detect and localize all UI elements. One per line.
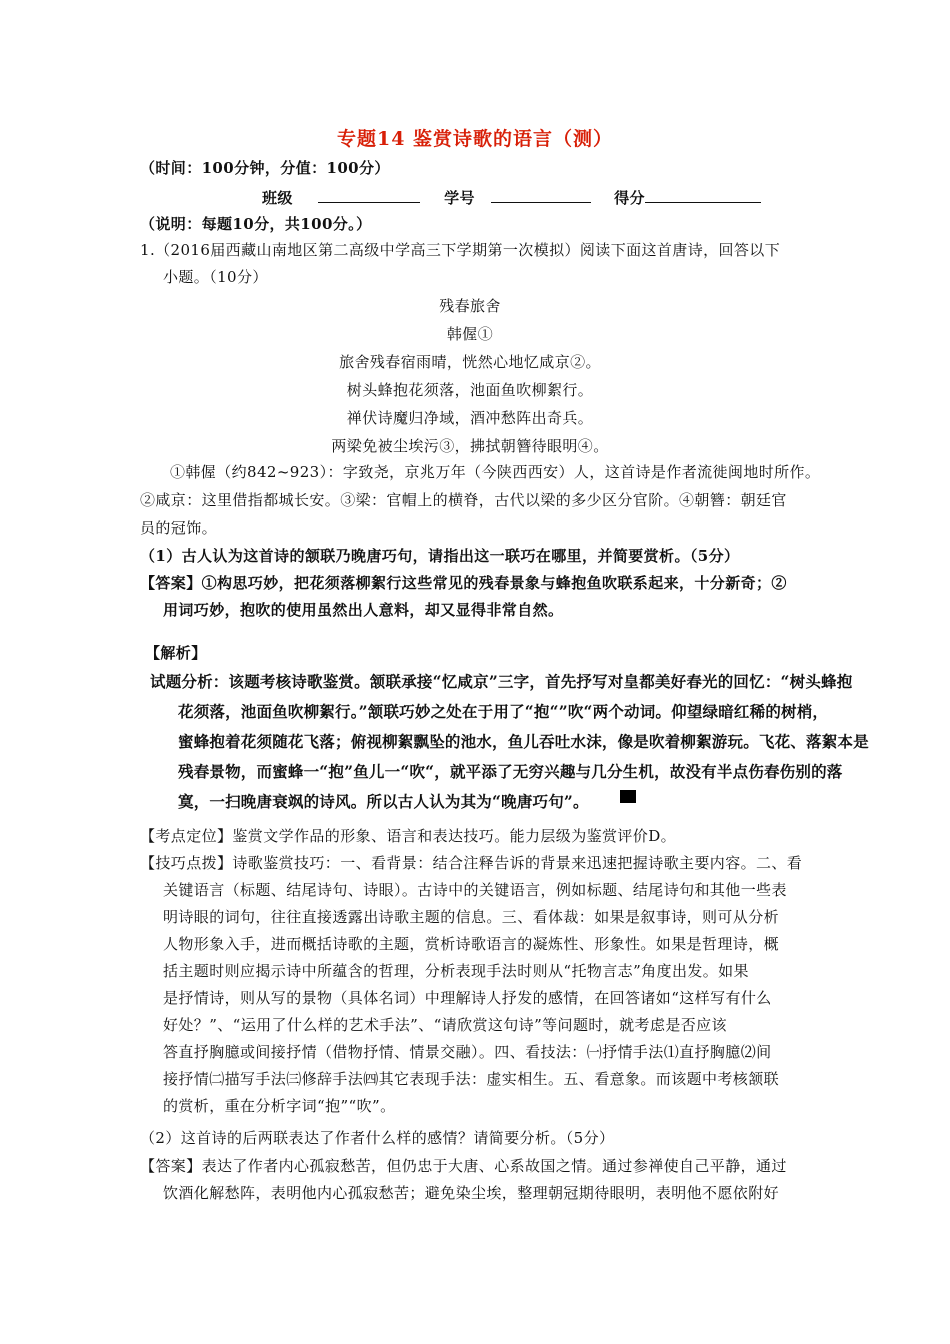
- class-label: 班级: [262, 189, 293, 207]
- sub-question-2: （2）这首诗的后两联表达了作者什么样的感情？请简要分析。（5分）: [140, 1129, 615, 1147]
- exam-note: （说明：每题10分，共100分。）: [140, 215, 372, 233]
- answer-line: 用词巧妙，抱吹的使用虽然出人意料，却又显得非常自然。: [163, 601, 564, 619]
- poem-note: 员的冠饰。: [140, 519, 218, 537]
- jiqiao-line: 是抒情诗，则从写的景物（具体名词）中理解诗人抒发的感情，在回答诸如“这样写有什么: [163, 989, 772, 1007]
- poem-line: 树头蜂抱花须落，池面鱼吹柳絮行。: [346, 381, 594, 399]
- answer-line: 【答案】①构思巧妙，把花须落柳絮行这些常见的残春景象与蜂抱鱼吹联系起来，十分新奇；②: [140, 574, 787, 592]
- poem-line: 禅伏诗魔归净域，酒冲愁阵出奇兵。: [346, 409, 594, 427]
- page-title: 专题14 鉴赏诗歌的语言（测）: [336, 128, 614, 150]
- jiqiao-line: 好处？”、“运用了什么样的艺术手法”、“请欣赏这句诗”等问题时，就考虑是否应该: [163, 1016, 727, 1034]
- jiqiao-line: 接抒情㈡描写手法㈢修辞手法㈣其它表现手法：虚实相生。五、看意象。而该题中考核颔联: [163, 1070, 780, 1088]
- analysis-label: 【解析】: [145, 644, 207, 662]
- score-blank: [645, 188, 761, 203]
- jiqiao-line: 括主题时则应揭示诗中所蕴含的哲理，分析表现手法时则从“托物言志”角度出发。如果: [163, 962, 749, 980]
- jiqiao-line: 关键语言（标题、结尾诗句、诗眼）。古诗中的关键语言，例如标题、结尾诗句和其他一些表: [163, 881, 787, 899]
- analysis-line: 蜜蜂抱着花须随花飞落；俯视柳絮飘坠的池水，鱼儿吞吐水沫，像是吹着柳絮游玩。飞花、落絮本是: [178, 732, 869, 751]
- poem-line: 旅舍残春宿雨晴，恍然心地忆咸京②。: [339, 353, 601, 371]
- analysis-line: 寞，一扫晚唐衰飒的诗风。所以古人认为其为“晚唐巧句”。: [178, 792, 589, 811]
- jiqiao-line: 人物形象入手，进而概括诗歌的主题，赏析诗歌语言的凝炼性、形象性。如果是哲理诗，概: [163, 935, 780, 953]
- poem-note: ①韩偓（约842~923）：字致尧，京兆万年（今陕西西安）人，这首诗是作者流徙闽地时所作。: [170, 463, 821, 481]
- question1-intro: 1.（2016届西藏山南地区第二高级中学高三下学期第一次模拟）阅读下面这首唐诗，回答以下: [140, 241, 781, 259]
- class-field: [262, 188, 761, 208]
- sub-question-1: （1）古人认为这首诗的颔联乃晚唐巧句，请指出这一联巧在哪里，并简要赏析。（5分）: [140, 547, 740, 565]
- poem-title: 残春旅舍: [439, 297, 501, 315]
- analysis-line: 花须落，池面鱼吹柳絮行。”颔联巧妙之处在于用了“抱“”吹“两个动词。仰望绿暗红稀的树梢，: [178, 702, 829, 721]
- id-label: 学号: [444, 189, 475, 207]
- poem-note: ②咸京：这里借指都城长安。③梁：官帽上的横脊，古代以梁的多少区分官阶。④朝簪：朝廷官: [140, 491, 787, 509]
- poem-author: 韩偓①: [446, 325, 494, 343]
- class-blank: [318, 188, 420, 203]
- score-label: 得分: [614, 189, 645, 207]
- jiqiao-line: 【技巧点拨】诗歌鉴赏技巧：一、看背景：结合注释告诉的背景来迅速把握诗歌主要内容。二、看: [140, 854, 803, 872]
- analysis-line: 残春景物，而蜜蜂一“抱”鱼儿一“吹“，就平添了无穷兴趣与几分生机，故没有半点伤春伤别的落: [178, 762, 843, 781]
- answer-line: 饮酒化解愁阵，表明他内心孤寂愁苦；避免染尘埃，整理朝冠期待眼明，表明他不愿依附好: [163, 1184, 780, 1202]
- jiqiao-line: 明诗眼的词句，往往直接透露出诗歌主题的信息。三、看体裁：如果是叙事诗，则可从分析: [163, 908, 780, 926]
- time-score: （时间：100分钟，分值：100分）: [140, 159, 390, 177]
- jiqiao-line: 的赏析，重在分析字词“抱”“吹”。: [163, 1097, 396, 1115]
- jiqiao-line: 答直抒胸臆或间接抒情（借物抒情、情景交融）。四、看技法：㈠抒情手法⑴直抒胸臆⑵间: [163, 1043, 772, 1061]
- black-square-mark: [620, 790, 636, 803]
- analysis-line: 试题分析：该题考核诗歌鉴赏。颔联承接“忆咸京”三字，首先抒写对皇都美好春光的回忆：“树头蜂抱: [150, 672, 853, 691]
- question1-intro-cont: 小题。（10分）: [163, 268, 268, 286]
- id-blank: [491, 188, 591, 203]
- answer-line: 【答案】表达了作者内心孤寂愁苦，但仍忠于大唐、心系故国之情。通过参禅使自己平静，通过: [140, 1157, 787, 1175]
- poem-line: 两梁免被尘埃污③，拂拭朝簪待眼明④。: [331, 437, 609, 455]
- kaodian-line: 【考点定位】鉴赏文学作品的形象、语言和表达技巧。能力层级为鉴赏评价D。: [140, 827, 677, 845]
